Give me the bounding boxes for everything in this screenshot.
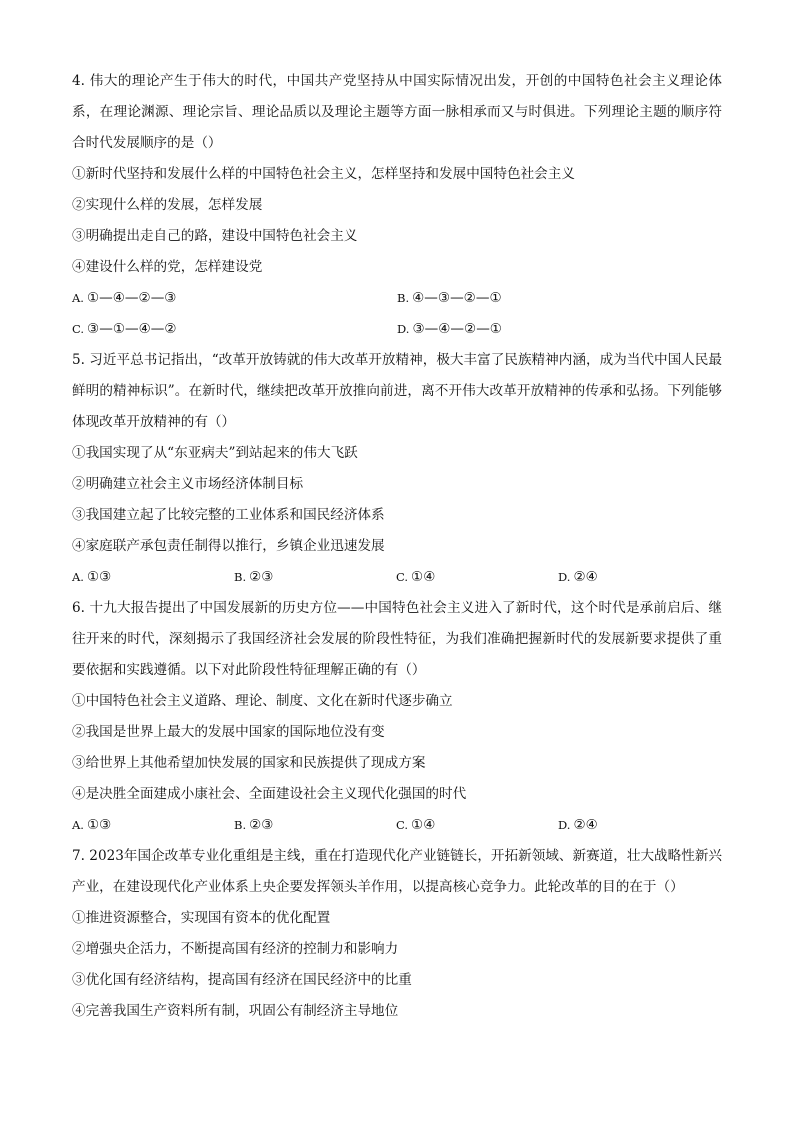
option-letter: D.	[397, 322, 410, 336]
option-b	[234, 810, 396, 841]
question-7	[72, 841, 722, 1027]
statement-item: ④是决胜全面建成小康社会、全面建设社会主义现代化强国的时代	[72, 786, 467, 802]
statement-item: ④完善我国生产资料所有制，巩固公有制经济主导地位	[72, 1003, 399, 1019]
option-a	[72, 810, 234, 841]
statement-item: ③给世界上其他希望加快发展的国家和民族提供了现成方案	[72, 755, 426, 771]
statement-item: ②实现什么样的发展，怎样发展	[72, 197, 263, 213]
option-text: ①③	[86, 817, 112, 833]
question-stem: 4. 伟大的理论产生于伟大的时代，中国共产党坚持从中国实际情况出发，开创的中国特色社会主义理论体系，在理论渊源、理论宗旨、理论品质以及理论主题等方面一脉相承而又与时俱进。下列理论主题的顺序符合时代发展顺序的是（）	[72, 73, 722, 151]
option-a	[72, 283, 397, 314]
option-letter: A.	[72, 570, 84, 584]
option-d	[397, 314, 722, 345]
option-letter: C.	[72, 322, 85, 336]
option-text: ④—③—②—①	[412, 290, 502, 306]
exam-page	[72, 66, 722, 1027]
option-c	[72, 314, 397, 345]
question-stem: 7. 2023年国企改革专业化重组是主线，重在打造现代化产业链链长，开拓新领域、新赛道，壮大战略性新兴产业，在建设现代化产业体系上央企要发挥领头羊作用，以提高核心竞争力。此轮改革的目的在于（）	[72, 848, 723, 895]
statement-item: ②增强央企活力，不断提高国有经济的控制力和影响力	[72, 941, 399, 957]
option-letter: A.	[72, 291, 84, 305]
answer-options	[72, 283, 722, 345]
statement-item: ③明确提出走自己的路，建设中国特色社会主义	[72, 228, 358, 244]
option-text: ②④	[573, 569, 598, 585]
statement-item: ①推进资源整合，实现国有资本的优化配置	[72, 910, 331, 926]
option-text: ③—④—②—①	[412, 321, 502, 337]
statement-item: ④家庭联产承包责任制得以推行，乡镇企业迅速发展	[72, 538, 385, 554]
option-a	[72, 562, 234, 593]
question-stem: 6. 十九大报告提出了中国发展新的历史方位——中国特色社会主义进入了新时代，这个时代是承前启后、继往开来的时代，深刻揭示了我国经济社会发展的阶段性特征，为我们准确把握新时代的发展新要求提供了重要依据和实践遵循。以下对此阶段性特征理解正确的有（）	[72, 600, 722, 678]
option-letter: D.	[558, 570, 571, 584]
option-letter: C.	[396, 818, 409, 832]
question-5	[72, 345, 722, 593]
option-text: ①④	[411, 569, 436, 585]
option-letter: B.	[397, 291, 410, 305]
statement-item: ①我国实现了从“东亚病夫”到站起来的伟大飞跃	[72, 445, 358, 461]
option-text: ①—④—②—③	[86, 290, 177, 306]
option-c	[396, 810, 558, 841]
statement-item: ①新时代坚持和发展什么样的中国特色社会主义，怎样坚持和发展中国特色社会主义	[72, 166, 575, 182]
option-text: ②③	[249, 817, 274, 833]
option-b	[234, 562, 396, 593]
option-c	[396, 562, 558, 593]
option-b	[397, 283, 722, 314]
option-text: ①④	[411, 817, 436, 833]
question-4	[72, 66, 722, 345]
question-6	[72, 593, 722, 841]
option-text: ②④	[573, 817, 598, 833]
option-d	[558, 562, 720, 593]
statement-item: ②我国是世界上最大的发展中国家的国际地位没有变	[72, 724, 385, 740]
option-text: ②③	[249, 569, 274, 585]
option-letter: B.	[234, 570, 247, 584]
option-letter: B.	[234, 818, 247, 832]
statement-item: ③我国建立起了比较完整的工业体系和国民经济体系	[72, 507, 385, 523]
option-letter: D.	[558, 818, 571, 832]
statement-item: ③优化国有经济结构，提高国有经济在国民经济中的比重	[72, 972, 412, 988]
question-stem: 5. 习近平总书记指出，“改革开放铸就的伟大改革开放精神，极大丰富了民族精神内涵，成为当代中国人民最鲜明的精神标识”。在新时代，继续把改革开放推向前进，离不开伟大改革开放精神的传承和弘扬。下列能够体现改革开放精神的有（）	[72, 352, 722, 430]
option-letter: C.	[396, 570, 409, 584]
option-d	[558, 810, 720, 841]
statement-item: ②明确建立社会主义市场经济体制目标	[72, 476, 304, 492]
statement-item: ④建设什么样的党，怎样建设党	[72, 259, 263, 275]
answer-options	[72, 810, 722, 841]
option-letter: A.	[72, 818, 84, 832]
option-text: ③—①—④—②	[87, 321, 177, 337]
answer-options	[72, 562, 722, 593]
option-text: ①③	[86, 569, 112, 585]
statement-item: ①中国特色社会主义道路、理论、制度、文化在新时代逐步确立	[72, 693, 453, 709]
